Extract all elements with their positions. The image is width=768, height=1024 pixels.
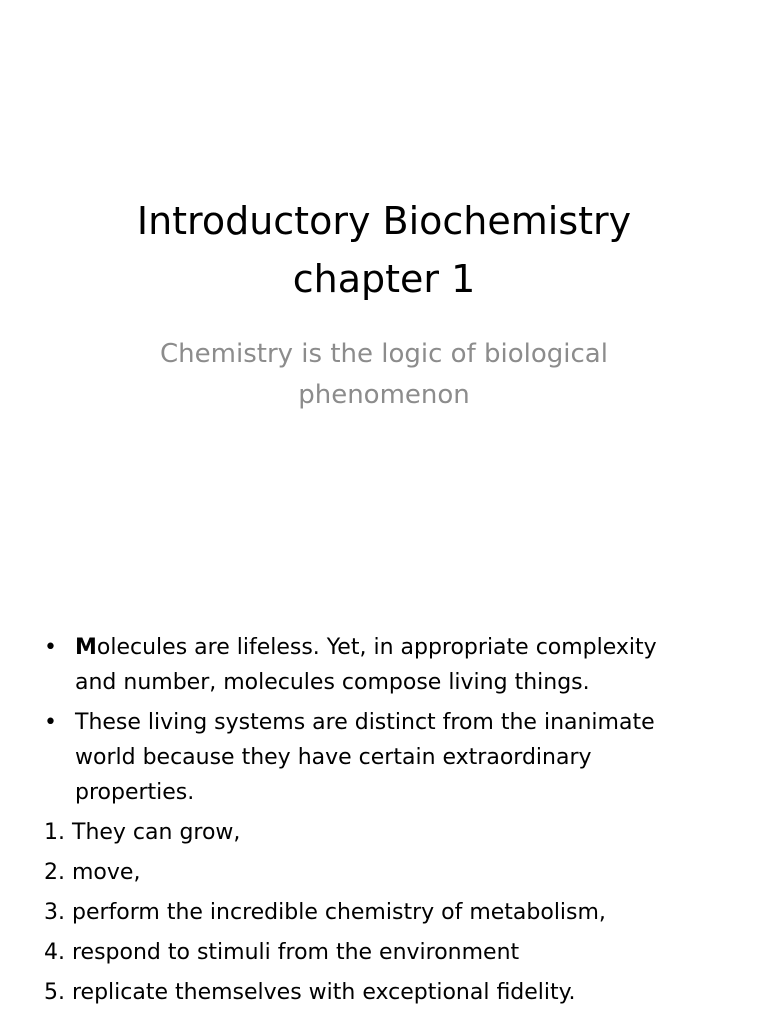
content-body	[44, 630, 704, 1015]
item-number: 1.	[44, 820, 65, 845]
item-text: They can grow,	[72, 820, 241, 845]
bullet-item	[44, 630, 704, 700]
numbered-item	[44, 815, 704, 850]
numbered-item	[44, 975, 704, 1010]
slide-subtitle	[80, 334, 688, 416]
slide-subtitle-line-2: phenomenon	[298, 380, 470, 410]
content-slide	[0, 576, 768, 1024]
bullet-item	[44, 705, 704, 810]
slide-subtitle-line-1: Chemistry is the logic of biological	[160, 339, 608, 369]
bullet-lead-letter: M	[75, 635, 97, 660]
slide-title-line-2: chapter 1	[292, 257, 476, 301]
bullet-text	[75, 635, 657, 695]
bullet-body: These living systems are distinct from the inanimate world because they have certain extraordinary properties.	[75, 710, 655, 805]
item-number: 3.	[44, 900, 65, 925]
item-text: perform the incredible chemistry of metabolism,	[72, 900, 606, 925]
item-text: move,	[72, 860, 141, 885]
bullet-dot-icon: •	[44, 635, 57, 660]
bullet-dot-icon: •	[44, 710, 57, 735]
numbered-item	[44, 895, 704, 930]
item-number: 5.	[44, 980, 65, 1005]
numbered-item	[44, 855, 704, 890]
numbered-item	[44, 935, 704, 970]
item-text: respond to stimuli from the environment	[72, 940, 520, 965]
bullet-text	[75, 710, 655, 805]
item-number: 2.	[44, 860, 65, 885]
item-number: 4.	[44, 940, 65, 965]
slide-title	[60, 192, 708, 308]
item-text: replicate themselves with exceptional fidelity.	[72, 980, 576, 1005]
slide-title-line-1: Introductory Biochemistry	[136, 199, 632, 243]
bullet-body: olecules are lifeless. Yet, in appropriate complexity and number, molecules compose living things.	[75, 635, 657, 695]
